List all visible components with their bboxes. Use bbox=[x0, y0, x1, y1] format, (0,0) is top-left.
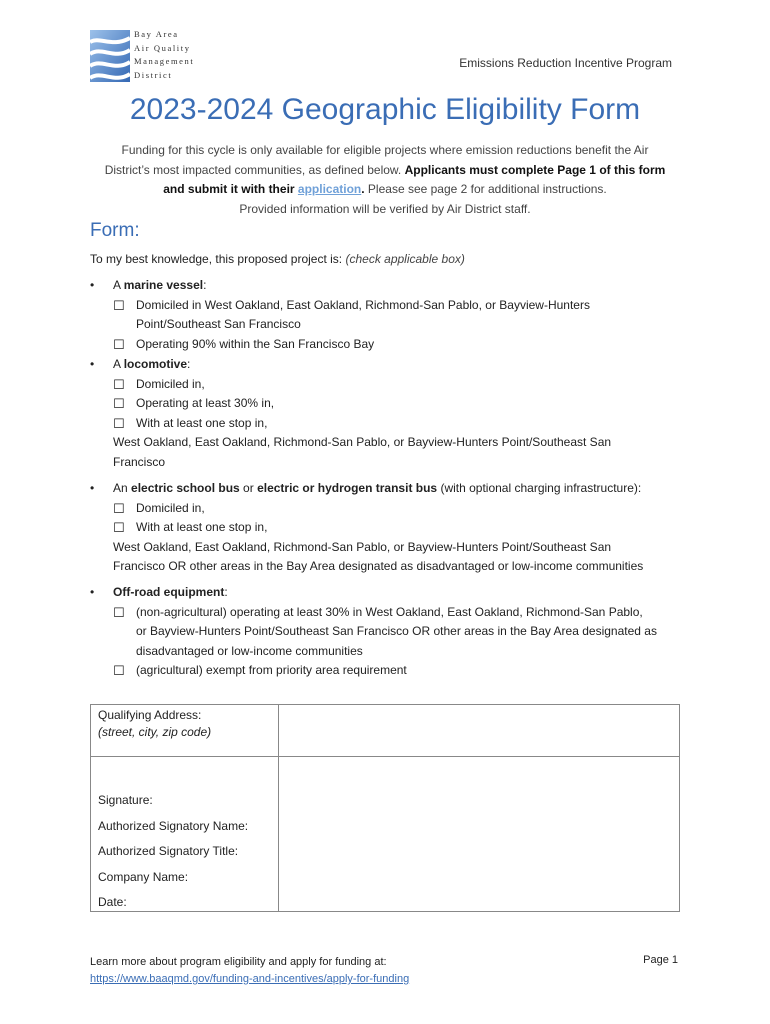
intro-line-4: Provided information will be verified by Air District staff. bbox=[239, 201, 531, 216]
option-text: Point/Southeast San Francisco bbox=[136, 317, 301, 331]
marine-option-domiciled bbox=[90, 296, 690, 335]
label-suffix: : bbox=[187, 357, 191, 371]
logo-line-1: Bay Area bbox=[134, 29, 179, 39]
page-number: Page 1 bbox=[643, 954, 678, 966]
intro-emphasis: and submit it with their bbox=[163, 182, 298, 196]
intro-paragraph bbox=[92, 141, 678, 219]
label-suffix: : bbox=[203, 278, 207, 292]
bullet-icon: • bbox=[90, 481, 95, 495]
bus-option-stop bbox=[90, 518, 690, 538]
locomotive-areas: West Oakland, East Oakland, Richmond-San Pablo, or Bayview-Hunters Point/Southeast San bbox=[113, 435, 612, 449]
footer bbox=[90, 954, 409, 988]
marine-vessel-section bbox=[90, 276, 690, 354]
bus-areas: Francisco OR other areas in the Bay Area designated as disadvantaged or low-income communities bbox=[113, 559, 644, 573]
label-bold: electric or hydrogen transit bus bbox=[257, 481, 438, 495]
locomotive-option-operating bbox=[90, 394, 690, 414]
prompt-text: To my best knowledge, this proposed project is: bbox=[90, 252, 346, 266]
bullet-icon: • bbox=[90, 278, 95, 292]
district-logo bbox=[90, 28, 210, 86]
address-label: Qualifying Address: bbox=[98, 708, 202, 722]
funding-link[interactable]: https://www.baaqmd.gov/funding-and-incentives/apply-for-funding bbox=[90, 973, 410, 985]
locomotive-areas: Francisco bbox=[113, 454, 166, 469]
label-bold: marine vessel bbox=[123, 278, 204, 292]
label-suffix: (with optional charging infrastructure): bbox=[437, 481, 642, 495]
bus-option-domiciled bbox=[90, 499, 690, 519]
logo-line-3: Management bbox=[134, 56, 195, 66]
intro-text: District’s most impacted communities, as defined below. bbox=[104, 162, 405, 177]
prompt-hint: (check applicable box) bbox=[345, 252, 465, 266]
address-hint: (street, city, zip code) bbox=[98, 725, 212, 739]
marine-option-operating bbox=[90, 335, 690, 355]
logo-line-4: District bbox=[134, 69, 173, 80]
option-text: Operating 90% within the San Francisco Bay bbox=[136, 336, 375, 351]
checkbox-non-agricultural[interactable]: ☐ bbox=[113, 604, 125, 620]
footer-text: Learn more about program eligibility and apply for funding at: bbox=[90, 956, 387, 968]
program-name: Emissions Reduction Incentive Program bbox=[459, 56, 672, 70]
label-prefix: An bbox=[113, 481, 132, 495]
date-label: Date: bbox=[98, 895, 127, 909]
locomotive-section bbox=[90, 355, 690, 472]
application-link[interactable]: application bbox=[297, 182, 362, 196]
checkbox-bus-domiciled[interactable]: ☐ bbox=[113, 500, 125, 516]
checkbox-marine-domiciled[interactable]: ☐ bbox=[113, 297, 125, 313]
page-title: 2023-2024 Geographic Eligibility Form bbox=[129, 93, 641, 126]
option-text: With at least one stop in, bbox=[136, 415, 268, 430]
checkbox-marine-operating[interactable]: ☐ bbox=[113, 336, 125, 352]
checkbox-bus-stop[interactable]: ☐ bbox=[113, 520, 125, 535]
label-mid: or bbox=[239, 481, 258, 495]
locomotive-option-domiciled bbox=[90, 375, 690, 395]
label-bold: electric school bus bbox=[131, 481, 240, 495]
signatory-title-label: Authorized Signatory Title: bbox=[98, 844, 239, 858]
option-text: or Bayview-Hunters Point/Southeast San Francisco OR other areas in the Bay Area designated as bbox=[136, 624, 657, 638]
bus-section bbox=[90, 479, 690, 577]
off-road-section bbox=[90, 583, 690, 681]
intro-emphasis: Applicants must complete Page 1 of this form bbox=[404, 162, 666, 177]
option-text: Domiciled in, bbox=[136, 500, 205, 515]
marine-vessel-label bbox=[113, 276, 206, 296]
option-text: (non-agricultural) operating at least 30% in West Oakland, East Oakland, Richmond-San Pablo, bbox=[136, 604, 643, 619]
bus-label bbox=[113, 479, 641, 499]
intro-line-3 bbox=[92, 180, 678, 200]
option-text: Domiciled in West Oakland, East Oakland, Richmond-San Pablo, or Bayview-Hunters bbox=[136, 297, 590, 312]
checkbox-locomotive-domiciled[interactable]: ☐ bbox=[113, 376, 125, 392]
bus-areas: West Oakland, East Oakland, Richmond-San Pablo, or Bayview-Hunters Point/Southeast San bbox=[113, 539, 612, 554]
signatory-name-label: Authorized Signatory Name: bbox=[98, 819, 249, 833]
option-text: With at least one stop in, bbox=[136, 520, 268, 534]
checkbox-agricultural[interactable]: ☐ bbox=[113, 663, 125, 678]
off-road-option-non-agricultural bbox=[90, 603, 690, 662]
bullet-icon: • bbox=[90, 585, 95, 599]
label-prefix: A bbox=[113, 357, 124, 371]
intro-emphasis: . bbox=[361, 182, 365, 196]
option-text: Domiciled in, bbox=[136, 376, 205, 391]
company-name-label: Company Name: bbox=[98, 870, 189, 884]
form-prompt bbox=[90, 252, 465, 266]
label-bold: locomotive bbox=[123, 357, 188, 371]
bullet-icon: • bbox=[90, 357, 95, 371]
signature-label: Signature: bbox=[98, 793, 153, 807]
locomotive-option-stop bbox=[90, 414, 690, 434]
option-text: disadvantaged or low-income communities bbox=[136, 643, 363, 658]
intro-text: Please see page 2 for additional instructions. bbox=[364, 182, 607, 196]
option-text: (agricultural) exempt from priority area requirement bbox=[136, 663, 407, 677]
label-bold: Off-road equipment bbox=[113, 585, 225, 599]
waves-logo-icon bbox=[90, 28, 130, 84]
option-text: Operating at least 30% in, bbox=[136, 396, 275, 410]
locomotive-label bbox=[113, 355, 190, 375]
checkbox-locomotive-stop[interactable]: ☐ bbox=[113, 415, 125, 431]
intro-line-1: Funding for this cycle is only available for eligible projects where emission reductions benefit the Air bbox=[121, 143, 649, 157]
label-suffix: : bbox=[224, 585, 228, 599]
logo-line-2: Air Quality bbox=[134, 42, 191, 53]
checkbox-locomotive-operating[interactable]: ☐ bbox=[113, 396, 125, 411]
label-prefix: A bbox=[113, 278, 124, 292]
off-road-option-agricultural bbox=[90, 661, 690, 681]
applicant-info-table bbox=[90, 704, 680, 912]
intro-line-2 bbox=[92, 161, 678, 181]
off-road-label bbox=[113, 583, 228, 603]
form-heading: Form: bbox=[90, 220, 140, 241]
